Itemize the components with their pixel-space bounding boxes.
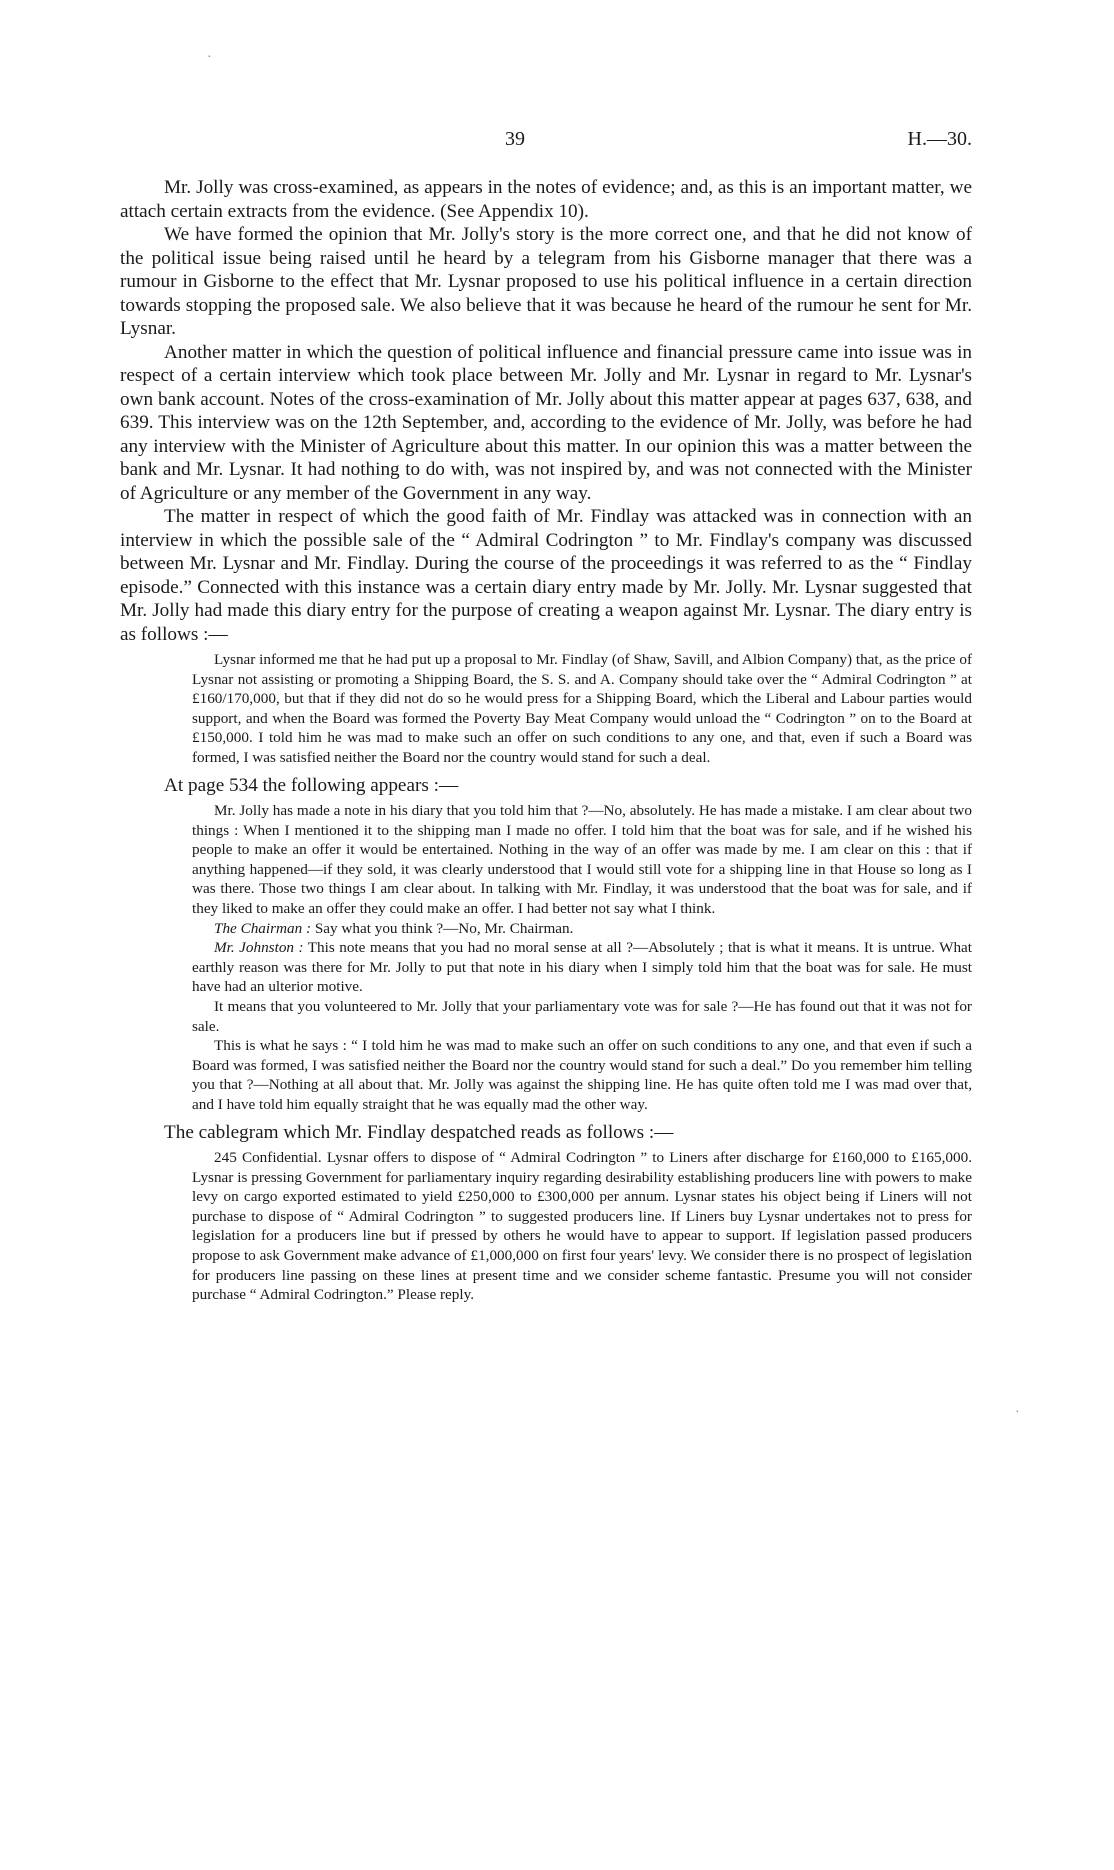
document-reference: H.—30.	[907, 128, 972, 150]
extract-chairman-line	[192, 919, 972, 939]
diary-entry-text: Lysnar informed me that he had put up a proposal to Mr. Findlay (of Shaw, Savill, and Albion Company) that, as the price of Lysnar not assisting or promoting a Shipping Board, the S. S. and A. Company should take over the “ Admiral Codrington ” at £160/170,000, but that if they did not do so he would press for a Shipping Board, which the Liberal and Labour parties would support, and when the Board was formed the Poverty Bay Meat Company would unload the “ Codrington ” on to the Board at £150,000. I told him he was mad to make such an offer on such conditions to any one, and that, even if such a Board was formed, I was satisfied neither the Board nor the country would stand for such a deal.	[192, 651, 972, 766]
diary-entry-quote	[192, 650, 972, 768]
cablegram-intro: The cablegram which Mr. Findlay despatched reads as follows :—	[164, 1121, 674, 1143]
extract-answer-1: Mr. Jolly has made a note in his diary that you told him that ?—No, absolutely. He has made a mistake. I am clear about two things : When I mentioned it to the shipping man I made no offer. I told him that the boat was for sale, and if he wished his people to make an offer it would be entertained. Nothing in the way of an offer was made by me. I am clear on this : that if anything happened—if they sold, it was clearly understood that I would still vote for a shipping line in that House so long as I was there. Those two things I am clear about. In talking with Mr. Findlay, it was understood that the boat was for sale, and if they liked to make an offer they could make an offer. I had better not say what I think.	[192, 802, 972, 918]
paragraph-cross-examination: Mr. Jolly was cross-examined, as appears in the notes of evidence; and, as this is an important matter, we attach certain extracts from the evidence. (See Appendix 10).	[120, 177, 972, 222]
speaker-chairman: The Chairman :	[214, 919, 312, 937]
extract-answer-5: This is what he says : “ I told him he was mad to make such an offer on such conditions to any one, and that even if such a Board was formed, I was satisfied neither the Board nor the country would stand for such a deal.” Do you remember him telling you that ?—Nothing at all about that. Mr. Jolly was against the shipping line. He has quite often told me I was mad over that, and I have told him equally straight that he was equally mad the other way.	[192, 1037, 972, 1113]
cablegram-quote	[192, 1148, 972, 1305]
cablegram-text: 245 Confidential. Lysnar offers to dispose of “ Admiral Codrington ” to Liners after discharge for £160,000 to £165,000. Lysnar is pressing Government for parliamentary inquiry regarding desirability establishing producers line with powers to make levy on cargo exported estimated to yield £250,000 to £300,000 per annum. Lysnar states his object being if Liners will not purchase to dispose of “ Admiral Codrington ” to suggested producers line. If Liners buy Lysnar undertakes not to press for legislation for a producers line but if pressed by others he would have to appear to support. If legislation passed producers propose to ask Government make advance of £1,000,000 on first four years' levy. We consider there is no prospect of legislation for producers line passing on these lines at present time and we consider scheme fantastic. Presume you will not consider purchase “ Admiral Codrington.” Please reply.	[192, 1149, 972, 1304]
paragraph-bank-account: Another matter in which the question of political influence and financial pressure came into issue was in respect of a certain interview which took place between Mr. Jolly and Mr. Lysnar in regard to Mr. Lysnar's own bank account. Notes of the cross-examination of Mr. Jolly about this matter appear at pages 637, 638, and 639. This interview was on the 12th September, and, according to the evidence of Mr. Jolly, was before he had any interview with the Minister of Agriculture about this matter. In our opinion this was a matter between the bank and Mr. Lysnar. It had nothing to do with, was not inspired by, and was not connected with the Minister of Agriculture or any member of the Government in any way.	[120, 341, 972, 504]
speaker-johnston: Mr. Johnston :	[214, 939, 304, 957]
extract-johnston-line	[192, 938, 972, 997]
scan-speck: ·	[207, 50, 212, 65]
page-number: 39	[505, 128, 525, 150]
page-header	[120, 128, 972, 158]
page-534-extract	[192, 801, 972, 1115]
body-text	[120, 176, 972, 1311]
chairman-text: Say what you think ?—No, Mr. Chairman.	[314, 919, 574, 937]
paragraph-findlay-episode: The matter in respect of which the good faith of Mr. Findlay was attacked was in connection with an interview in which the possible sale of the “ Admiral Codrington ” to Mr. Findlay's company was discussed between Mr. Lysnar and Mr. Findlay. During the course of the proceedings it was referred to as the “ Findlay episode.” Connected with this instance was a certain diary entry made by Mr. Jolly. Mr. Lysnar suggested that Mr. Jolly had made this diary entry for the purpose of creating a weapon against Mr. Lysnar. The diary entry is as follows :—	[120, 506, 972, 645]
paragraph-opinion: We have formed the opinion that Mr. Jolly's story is the more correct one, and that he did not know of the political issue being raised until he heard by a telegram from his Gisborne manager that there was a rumour in Gisborne to the effect that Mr. Lysnar proposed to use his political influence in a certain direction towards stopping the proposed sale. We also believe that it was because he heard of the rumour he sent for Mr. Lysnar.	[120, 224, 972, 339]
scan-speck: ·	[1015, 1405, 1020, 1420]
johnston-text: This note means that you had no moral sense at all ?—Absolutely ; that is what it means. It is untrue. What earthly reason was there for Mr. Jolly to put that note in his diary when I simply told him that the boat was for sale. He must have had an ulterior motive.	[192, 939, 972, 996]
extract-answer-4: It means that you volunteered to Mr. Jolly that your parliamentary vote was for sale ?—He has found out that it was not for sale.	[192, 998, 972, 1035]
page-534-intro: At page 534 the following appears :—	[164, 774, 459, 796]
